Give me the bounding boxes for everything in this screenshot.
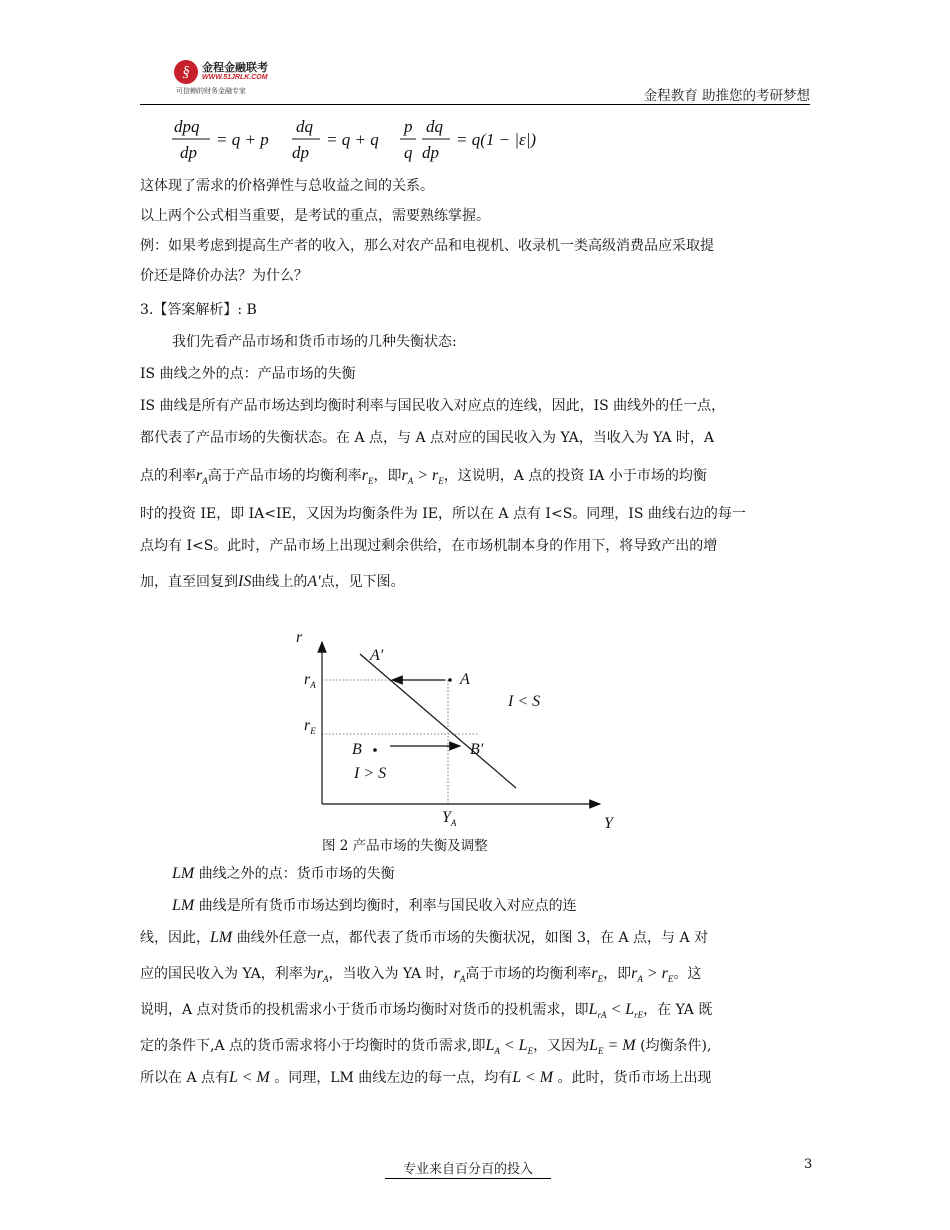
r-axis-label: r	[296, 629, 303, 646]
formula-den-1: dp	[180, 143, 197, 162]
i-lt-s-label: I < S	[508, 693, 541, 710]
aprime-label: A′	[370, 647, 384, 664]
para-line-8: IS 曲线是所有产品市场达到均衡时利率与国民收入对应点的连线，因此，IS 曲线外的任一点，	[140, 398, 726, 414]
para-line-3: 例：如果考虑到提高生产者的收入，那么对农产品和电视机、收录机一类高级消费品应采取提	[140, 238, 714, 254]
para-line-12: 点均有 I<S。此时，产品市场上出现过剩余供给，在市场机制本身的作用下，将导致产出的增	[140, 538, 718, 554]
header-tagline: 金程教育 助推您的考研梦想	[643, 88, 810, 104]
footer-slogan: 专业来自百分百的投入	[385, 1158, 551, 1179]
answer-heading: 3.【答案解析】: B	[140, 302, 257, 318]
logo-url: WWW.51JRLK.COM	[202, 74, 268, 81]
formula-den-4: dp	[422, 143, 439, 162]
para-line-6: 我们先看产品市场和货币市场的几种失衡状态:	[172, 334, 457, 350]
i-gt-s-label: I > S	[354, 765, 387, 782]
formula-num-1: dpq	[174, 117, 200, 136]
y-axis-label: Y	[604, 815, 613, 832]
header-divider	[140, 104, 810, 105]
elasticity-formula	[172, 112, 572, 166]
page-number: 3	[804, 1157, 813, 1172]
ra-label: $r_A$	[304, 671, 316, 690]
figure-caption: 图 2 产品市场的失衡及调整	[322, 838, 488, 854]
re-label: $r_E$	[304, 717, 316, 736]
para-line-15: LM 曲线是所有货币市场达到均衡时，利率与国民收入对应点的连	[172, 897, 577, 914]
a-label: A	[460, 671, 470, 688]
is-curve-figure	[290, 628, 630, 838]
formula-num-4: dq	[426, 117, 443, 136]
formula-den-2: dp	[292, 143, 309, 162]
point-a	[448, 678, 452, 682]
ya-label: $Y_A$	[442, 809, 457, 828]
para-line-19: 定的条件下,A 点的货币需求将小于均衡时的货币需求,即$L_A < L_E$，又因为$L_E = M$ (均衡条件),	[140, 1037, 712, 1057]
formula-term-3: = q(1 − |ε|)	[456, 130, 537, 149]
para-line-18: 说明，A 点对货币的投机需求小于货币市场均衡时对货币的投机需求，即$L_{rA} < L_{rE}$，在 YA 既	[140, 1001, 713, 1021]
para-line-17: 应的国民收入为 YA，利率为$r_A$，当收入为 YA 时，$r_A$高于市场的均衡利率$r_E$，即$r_A > r_E$。这	[140, 965, 702, 985]
para-line-4: 价还是降价办法？为什么？	[140, 268, 308, 284]
section-heading-is: IS 曲线之外的点：产品市场的失衡	[140, 366, 356, 382]
formula-den-3: q	[404, 143, 413, 162]
para-line-10: 点的利率$r_A$高于产品市场的均衡利率$r_E$，即$r_A > r_E$，这说明，A 点的投资 IA 小于市场的均衡	[140, 467, 707, 487]
para-line-9: 都代表了产品市场的失衡状态。在 A 点，与 A 点对应的国民收入为 YA，当收入为 YA 时，A	[140, 430, 715, 446]
formula-term-2: = q + q	[326, 130, 379, 149]
formula-num-2: dq	[296, 117, 313, 136]
logo	[172, 58, 282, 96]
section-heading-lm: LM 曲线之外的点：货币市场的失衡	[172, 865, 395, 882]
logo-mark-icon: §	[174, 60, 198, 84]
bprime-label: B′	[470, 741, 484, 758]
formula-num-3: p	[404, 117, 413, 136]
para-line-2: 以上两个公式相当重要，是考试的重点，需要熟练掌握。	[140, 208, 490, 224]
logo-slogan: 可信赖的财务金融专家	[176, 87, 246, 95]
para-line-11: 时的投资 IE，即 IA<IE，又因为均衡条件为 IE，所以在 A 点有 I<S。同理，IS 曲线右边的每一	[140, 506, 746, 522]
para-line-20: 所以在 A 点有L < M 。同理，LM 曲线左边的每一点，均有L < M 。此时，货币市场上出现	[140, 1069, 712, 1086]
para-line-13: 加，直至回复到IS曲线上的A′点，见下图。	[140, 573, 405, 590]
logo-brand: 金程金融联考	[202, 61, 268, 74]
para-line-1: 这体现了需求的价格弹性与总收益之间的关系。	[140, 178, 434, 194]
formula-term-1: = q + p	[216, 130, 269, 149]
para-line-16: 线，因此，LM 曲线外任意一点，都代表了货币市场的失衡状况，如图 3，在 A 点，与 A 对	[140, 929, 709, 946]
point-b	[373, 748, 377, 752]
b-label: B	[352, 741, 362, 758]
